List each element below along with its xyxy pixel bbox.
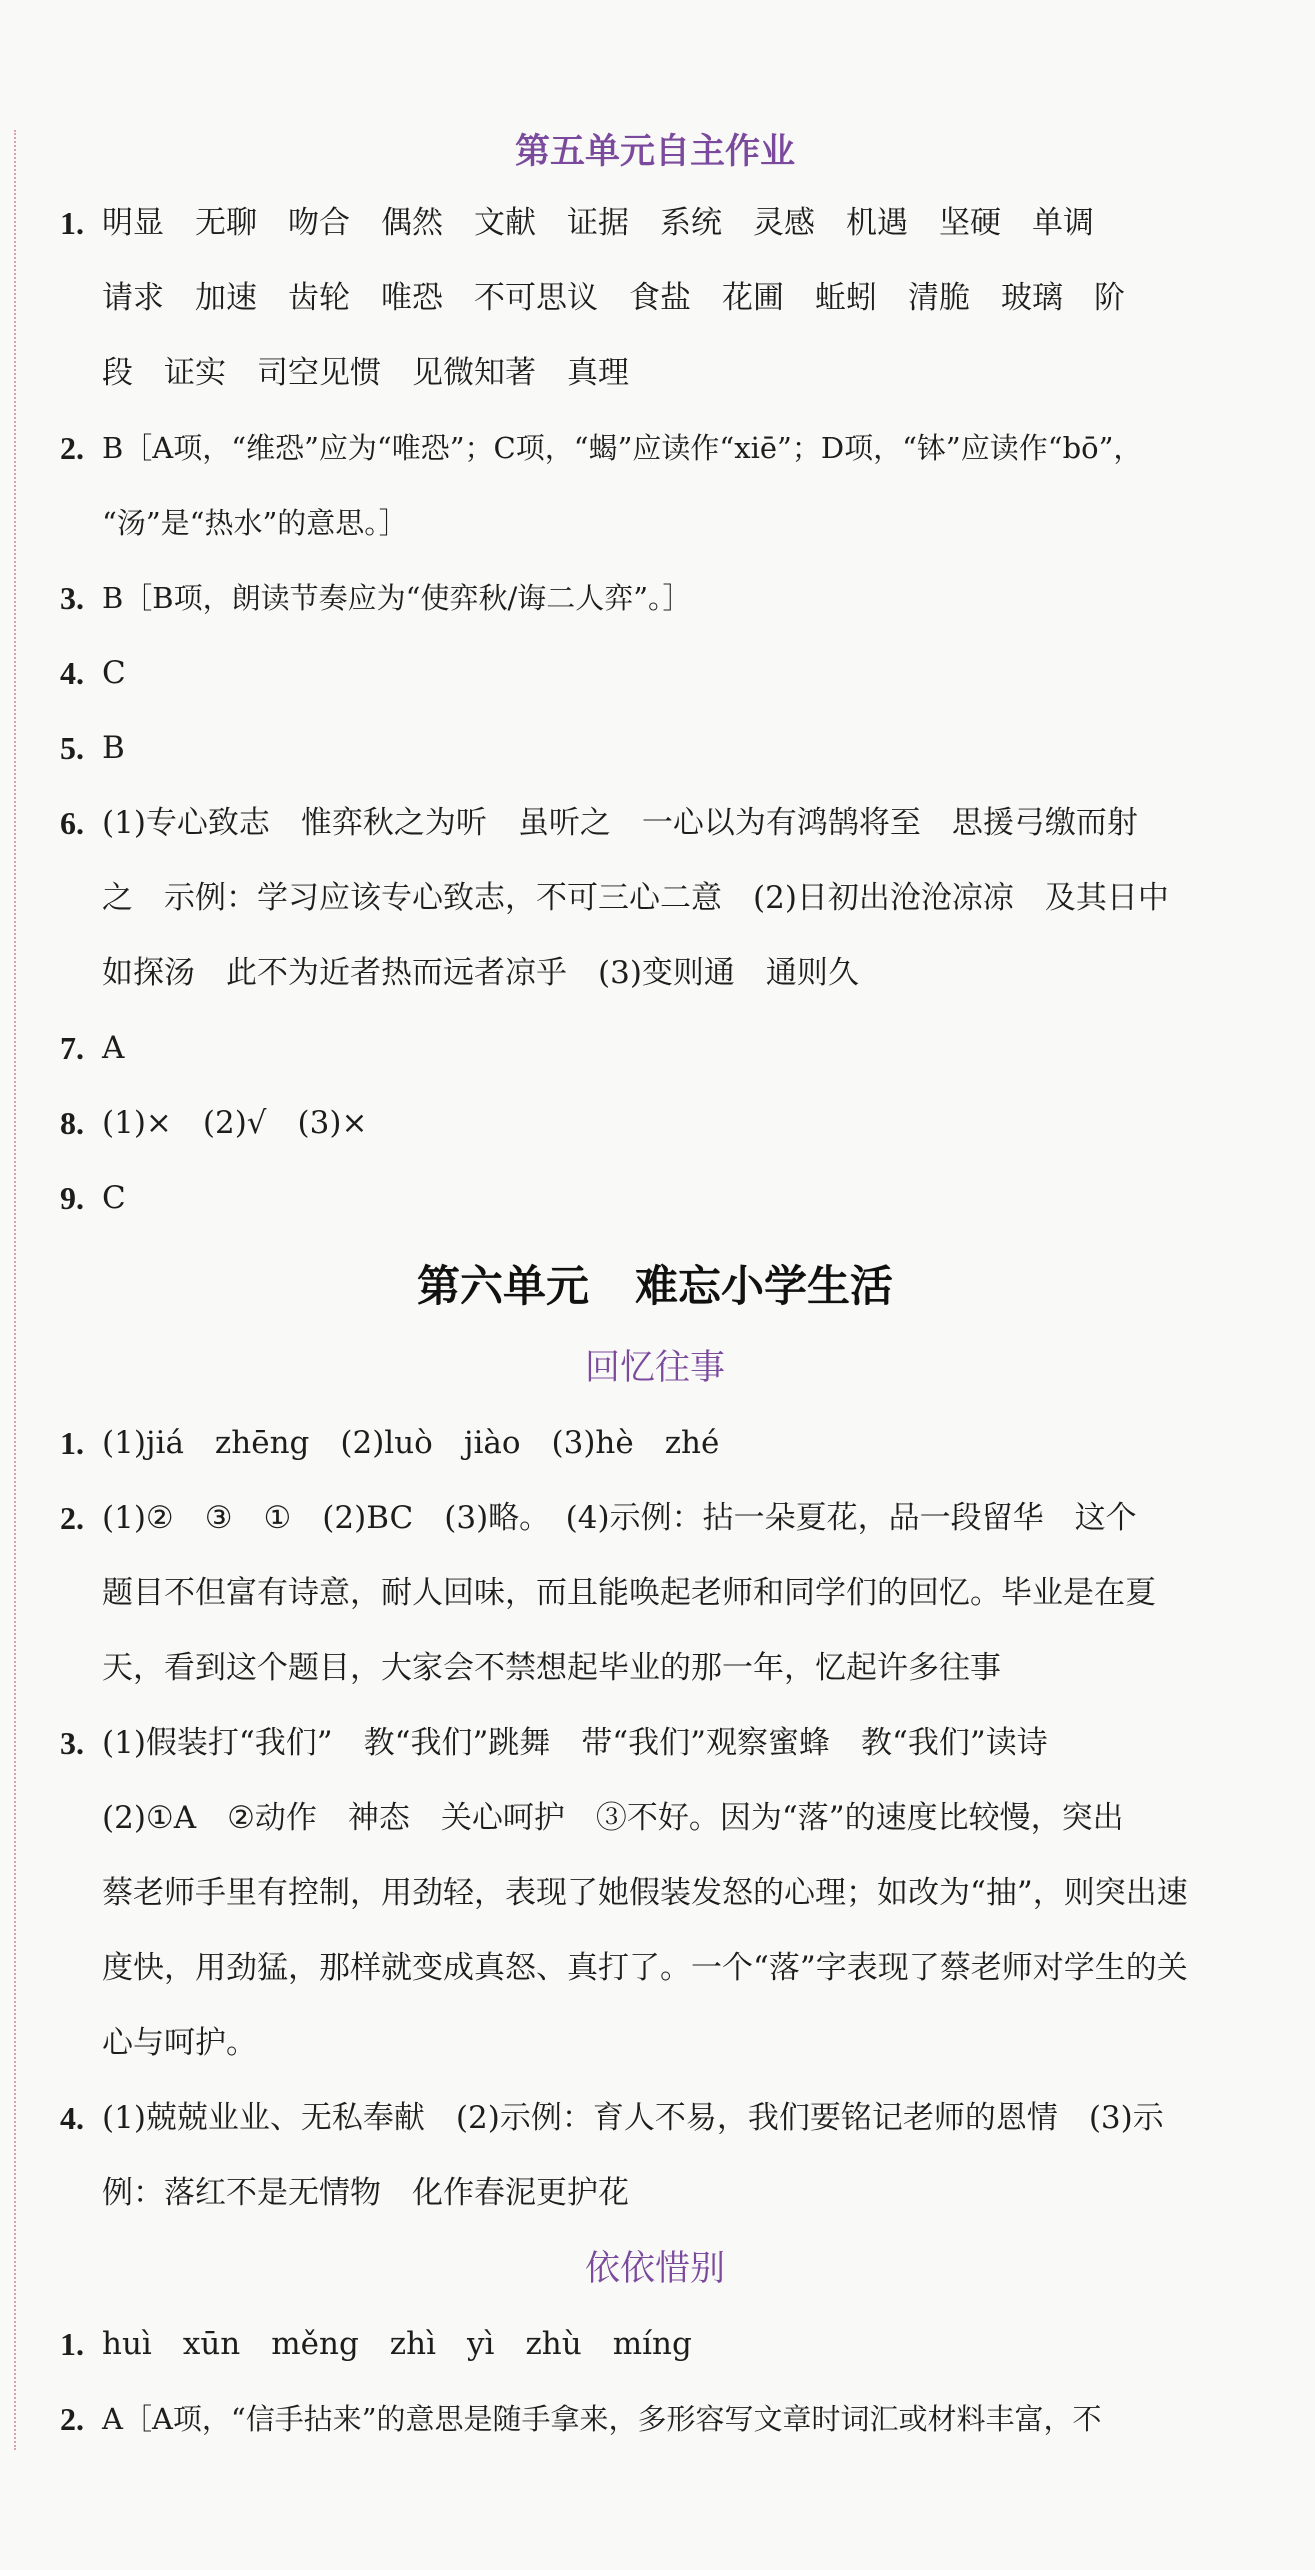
item-line: B［B项，朗读节奏应为“使弈秋/诲二人弈”。］: [102, 581, 692, 615]
item-line: (2)①A ②动作 神态 关心呵护 ③不好。因为“落”的速度比较慢，突出: [102, 1800, 1124, 1836]
farewell-item-2: [60, 2382, 1250, 2457]
item-number: 2.: [60, 2401, 84, 2437]
page-content: [60, 118, 1250, 2457]
subsection-title-memories: 回忆往事: [584, 1348, 725, 1388]
memories-item-4: [60, 2081, 1250, 2231]
item-line: 心与呵护。: [102, 2025, 257, 2061]
margin-dotted-line: [14, 130, 16, 2450]
unit5-item-7: [60, 1011, 1250, 1086]
item-number: 4.: [60, 2100, 84, 2136]
memories-item-1: [60, 1406, 1250, 1481]
item-line: 题目不但富有诗意，耐人回味，而且能唤起老师和同学们的回忆。毕业是在夏: [102, 1575, 1156, 1611]
item-number: 1.: [60, 1425, 84, 1461]
item-number: 3.: [60, 580, 84, 616]
item-number: 2.: [60, 430, 84, 466]
item-line: 度快，用劲猛，那样就变成真怒、真打了。一个“落”字表现了蔡老师对学生的关: [102, 1950, 1188, 1986]
item-number: 8.: [60, 1105, 84, 1141]
item-number: 9.: [60, 1180, 84, 1216]
item-line: C: [102, 655, 126, 691]
unit6-title-part1: 第六单元: [417, 1262, 589, 1312]
item-line: 天，看到这个题目，大家会不禁想起毕业的那一年，忆起许多往事: [102, 1650, 1001, 1686]
item-line: 明显 无聊 吻合 偶然 文献 证据 系统 灵感 机遇 坚硬 单调: [102, 205, 1094, 241]
subsection-title-farewell: 依依惜别: [584, 2249, 725, 2289]
item-line: (1)× (2)√ (3)×: [102, 1105, 368, 1141]
item-line: 请求 加速 齿轮 唯恐 不可思议 食盐 花圃 蚯蚓 清脆 玻璃 阶: [102, 280, 1125, 316]
unit5-item-2: [60, 411, 1250, 561]
item-line: “汤”是“热水”的意思。］: [102, 506, 408, 540]
unit5-item-1: [60, 186, 1250, 411]
item-number: 5.: [60, 730, 84, 766]
item-number: 3.: [60, 1725, 84, 1761]
item-line: (1)jiá zhēng (2)luò jiào (3)hè zhé: [102, 1425, 720, 1461]
item-line: (1)② ③ ① (2)BC (3)略。 (4)示例：拈一朵夏花，品一段留华 这个: [102, 1500, 1137, 1536]
item-line: B: [102, 730, 125, 766]
item-number: 6.: [60, 805, 84, 841]
item-number: 1.: [60, 205, 84, 241]
item-number: 7.: [60, 1030, 84, 1066]
section-title-unit5: 第五单元自主作业: [514, 132, 795, 172]
item-number: 1.: [60, 2326, 84, 2362]
unit6-title-part2: 难忘小学生活: [635, 1262, 893, 1312]
farewell-item-1: [60, 2307, 1250, 2382]
memories-item-3: [60, 1706, 1250, 2081]
item-line: A: [102, 1030, 125, 1066]
item-line: (1)兢兢业业、无私奉献 (2)示例：育人不易，我们要铭记老师的恩情 (3)示: [102, 2100, 1164, 2136]
unit5-item-6: [60, 786, 1250, 1011]
memories-item-2: [60, 1481, 1250, 1706]
unit5-item-5: [60, 711, 1250, 786]
item-line: C: [102, 1180, 126, 1216]
item-line: huì xūn měng zhì yì zhù míng: [102, 2326, 692, 2362]
unit5-item-3: [60, 561, 1250, 636]
unit5-item-8: [60, 1086, 1250, 1161]
unit5-item-4: [60, 636, 1250, 711]
item-line: 之 示例：学习应该专心致志，不可三心二意 (2)日初出沧沧凉凉 及其日中: [102, 880, 1169, 916]
unit5-item-9: [60, 1161, 1250, 1236]
item-line: A［A项，“信手拈来”的意思是随手拿来，多形容写文章时词汇或材料丰富，不: [102, 2402, 1102, 2436]
item-line: 例：落红不是无情物 化作春泥更护花: [102, 2175, 629, 2211]
item-line: (1)专心致志 惟弈秋之为听 虽听之 一心以为有鸿鹄将至 思援弓缴而射: [102, 805, 1138, 841]
item-line: 段 证实 司空见惯 见微知著 真理: [102, 355, 629, 391]
item-line: (1)假装打“我们” 教“我们”跳舞 带“我们”观察蜜蜂 教“我们”读诗: [102, 1725, 1048, 1761]
item-number: 4.: [60, 655, 84, 691]
item-line: B［A项，“维恐”应为“唯恐”；C项，“蝎”应读作“xiē”；D项，“钵”应读作“bō”，: [102, 431, 1143, 465]
item-line: 如探汤 此不为近者热而远者凉乎 (3)变则通 通则久: [102, 955, 859, 991]
item-line: 蔡老师手里有控制，用劲轻，表现了她假装发怒的心理；如改为“抽”，则突出速: [102, 1875, 1188, 1911]
item-number: 2.: [60, 1500, 84, 1536]
unit6-title: [60, 1244, 1250, 1330]
